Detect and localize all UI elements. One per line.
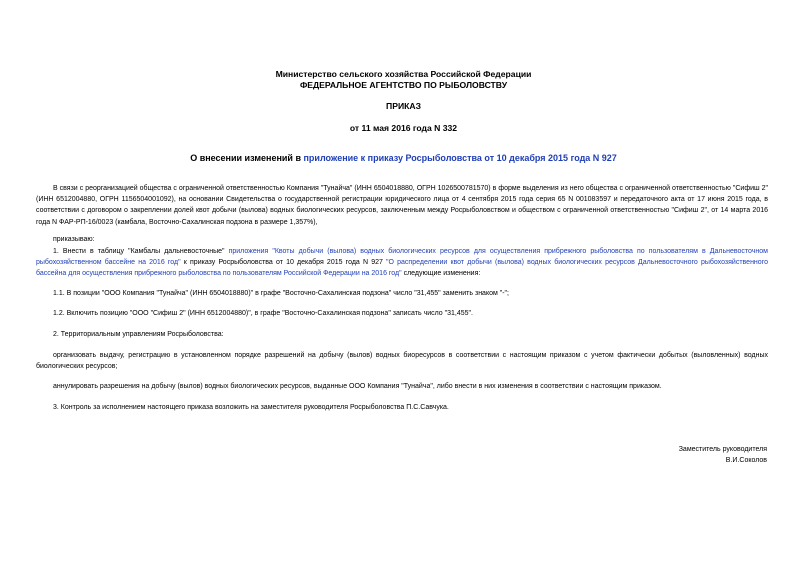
- item-1-text-b: к приказу Росрыболовства от 10 декабря 2015 года N 927: [180, 259, 387, 267]
- document-date: от 11 мая 2016 года N 332: [349, 123, 458, 133]
- item-2-paragraph: 2. Территориальным управлениям Росрыболовства:: [53, 331, 224, 338]
- item-1-1-paragraph: 1.1. В позиции "ООО Компания "Тунайча" (ИНН 6504018880)" в графе "Восточно-Сахалинская подзона" число "31,455" заменить знаком "-";: [53, 290, 509, 297]
- item-1-2-paragraph: 1.2. Включить позицию "ООО "Сифиш 2" (ИНН 6512004880)", в графе "Восточно-Сахалинская подзона" записать число "31,455".: [53, 310, 473, 317]
- signature-position: Заместитель руководителя: [678, 446, 767, 453]
- item-1-text-c: следующие изменения:: [401, 270, 481, 278]
- title-prefix: О внесении изменений в: [190, 153, 304, 163]
- item-1-paragraph: [36, 246, 768, 280]
- intro-paragraph: В связи с реорганизацией общества с ограниченной ответственностью Компания "Тунайча" (ИНН 6504018880, ОГРН 1026500781570) в форме выделения из него общества с ограниченной ответственностью "Сифиш 2" (ИНН 6512004880, ОГРН 1156504001092), на основании Свидетельства о государственной регистрации юридического лица от 4 сентября 2015 года серия 65 N 001083597 и передаточного акта от 17 июня 2015 года, в соответствии с договором о закреплении долей квот добычи (вылова) водных биологических ресурсов, заключенным между Росрыболовством и обществом с ограниченной ответственностью "Сифиш 2", от 14 марта 2016 года N ФАР-РП-16/0023 (камбала, Восточно-Сахалинская подзона в размере 1,357%),: [36, 185, 768, 226]
- annul-paragraph: аннулировать разрешения на добычу (вылов) водных биологических ресурсов, выданные ООО Компания "Тунайча", либо внести в них изменения в соответствии с настоящим приказом.: [53, 383, 662, 390]
- title-link[interactable]: приложение к приказу Росрыболовства от 10 декабря 2015 года N 927: [303, 153, 617, 163]
- item-1-appendix-link[interactable]: приложения "Квоты добычи (вылова) водных биологических ресурсов для осуществления прибрежного рыболовства по пользователям в Дальневосточном рыбохозяйственном бассейне на 2016 год": [36, 248, 768, 267]
- item-3-paragraph: 3. Контроль за исполнением настоящего приказа возложить на заместителя руководителя Росрыболовства П.С.Савчука.: [53, 404, 449, 411]
- signature-name: В.И.Соколов: [725, 457, 767, 464]
- organize-paragraph: организовать выдачу, регистрацию в установленном порядке разрешений на добычу (вылов) водных биоресурсов в соответствии с настоящим приказом с учетом фактически добытых (выловленных) водных биологических ресурсов;: [36, 352, 768, 371]
- orders-paragraph: приказываю:: [53, 236, 95, 243]
- agency-name: ФЕДЕРАЛЬНОЕ АГЕНТСТВО ПО РЫБОЛОВСТВУ: [299, 80, 508, 90]
- document-type: ПРИКАЗ: [386, 101, 421, 111]
- ministry-name: Министерство сельского хозяйства Российской Федерации: [275, 69, 532, 79]
- item-1-text-a: 1. Внести в таблицу "Камбалы дальневосточные": [53, 248, 229, 255]
- document-title: [0, 153, 807, 164]
- item-1-order-link[interactable]: "О распределении квот добычи (вылова) водных биологических ресурсов Дальневосточного рыбохозяйственного бассейна для осуществления прибрежного рыболовства по пользователям Российской Федерации на 2016 год": [36, 259, 768, 278]
- signature-block: [679, 444, 767, 466]
